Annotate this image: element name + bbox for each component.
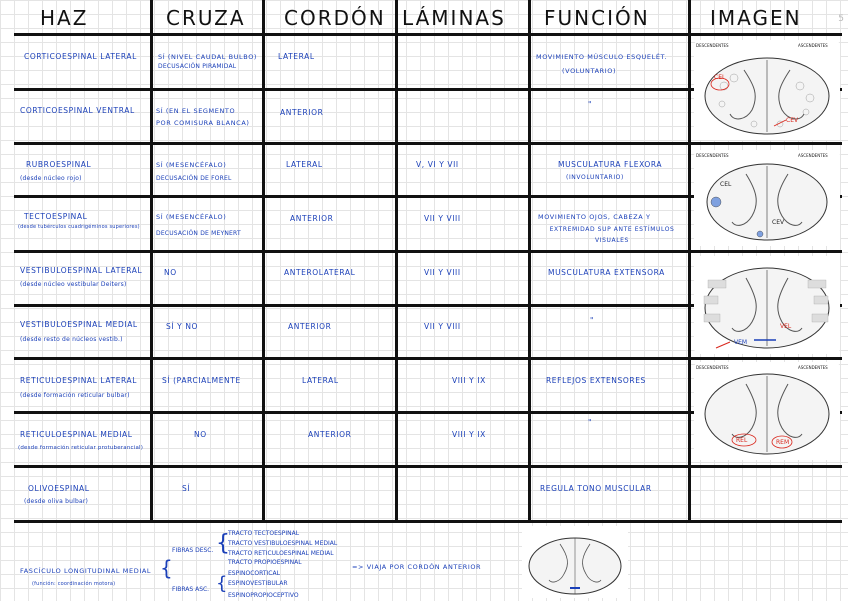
flm-desc-brace: { — [216, 531, 230, 556]
cordon-cell: ANTERIOR — [288, 322, 332, 331]
header-haz: HAZ — [40, 6, 89, 30]
cruza-sub: DECUSACIÓN DE MEYNERT — [156, 230, 241, 237]
haz-cell: VESTIBULOESPINAL MEDIAL — [20, 320, 138, 329]
haz-sub: (desde resto de núcleos vestib.) — [20, 336, 123, 343]
laminas-cell: VII Y VIII — [424, 322, 461, 331]
flm-desc-label: FIBRAS DESC. — [172, 547, 214, 554]
row-divider — [14, 142, 842, 145]
cruza-sub: DECUSACIÓN PIRAMIDAL — [158, 63, 237, 70]
laminas-cell: VIII Y IX — [452, 376, 486, 385]
funcion-sub: (INVOLUNTARIO) — [566, 174, 624, 181]
figure-label: CEV — [772, 219, 785, 226]
cruza-sub: POR COMISURA BLANCA) — [156, 119, 250, 127]
column-divider — [262, 0, 265, 522]
header-imagen: IMAGEN — [710, 6, 802, 30]
funcion-cell: REFLEJOS EXTENSORES — [546, 376, 646, 385]
haz-sub: (desde formación reticular protuberancial) — [18, 445, 144, 451]
cordon-cell: ANTERIOR — [280, 108, 324, 117]
cruza-cell: SÍ (EN EL SEGMENTO — [156, 107, 236, 115]
flm-desc-item: TRACTO TECTOESPINAL — [228, 530, 300, 537]
haz-sub: (desde tubérculos cuadrigéminos superiores) — [18, 224, 140, 230]
row-divider — [14, 520, 842, 523]
spinal-cord-figure-flm — [522, 526, 628, 598]
column-divider — [688, 0, 691, 522]
haz-cell: RETICULOESPINAL MEDIAL — [20, 430, 133, 439]
haz-cell: RUBROESPINAL — [26, 160, 92, 169]
page-number: 5 — [838, 14, 844, 24]
row-divider — [14, 250, 842, 253]
flm-desc-item: TRACTO VESTIBULOESPINAL MEDIAL — [228, 540, 338, 547]
funcion-cell: MUSCULATURA EXTENSORA — [548, 268, 665, 277]
ascending-label: ASCENDENTES — [798, 365, 828, 370]
ascending-label: ASCENDENTES — [798, 153, 828, 158]
spinal-cord-figure-rubro-tecto — [694, 150, 840, 246]
spinal-cord-figure-vestibulospinal — [694, 256, 840, 354]
flm-asc-item: ESPINOVESTIBULAR — [228, 580, 288, 587]
column-divider — [150, 0, 153, 522]
header-cruza: CRUZA — [166, 6, 246, 30]
haz-cell: RETICULOESPINAL LATERAL — [20, 376, 138, 385]
figure-label: REL — [736, 437, 748, 444]
flm-desc-item: TRACTO RETICULOESPINAL MEDIAL — [228, 550, 334, 557]
cordon-cell: LATERAL — [302, 376, 339, 385]
flm-note: => VIAJA POR CORDÓN ANTERIOR — [352, 563, 482, 571]
descending-label: DESCENDENTES — [696, 365, 729, 370]
spinal-cord-figure-reticulospinal — [694, 362, 840, 460]
header-funcion: FUNCIÓN — [544, 6, 650, 30]
flm-sub: (función: coordinación motora) — [32, 581, 116, 587]
funcion-sub: (VOLUNTARIO) — [562, 67, 617, 75]
figure-label: CEL — [720, 181, 732, 188]
haz-sub: (desde núcleo vestibular Deiters) — [20, 281, 127, 288]
haz-sub: (desde oliva bulbar) — [24, 498, 89, 505]
flm-asc-item: ESPINOCORTICAL — [228, 570, 280, 577]
cruza-sub: DECUSACIÓN DE FOREL — [156, 175, 232, 182]
funcion-sub: EXTREMIDAD SUP ANTE ESTÍMULOS VISUALES — [549, 226, 675, 244]
haz-cell: TECTOESPINAL — [24, 212, 88, 221]
funcion-cell: REGULA TONO MUSCULAR — [540, 484, 652, 493]
haz-cell: OLIVOESPINAL — [28, 484, 90, 493]
flm-brace: { — [160, 556, 173, 580]
figure-label: CEL — [714, 74, 726, 81]
ascending-label: ASCENDENTES — [798, 43, 828, 48]
haz-cell: CORTICOESPINAL VENTRAL — [20, 106, 135, 115]
cruza-cell: SÍ — [182, 484, 191, 493]
cruza-cell: SÍ (MESENCÉFALO) — [156, 161, 227, 169]
descending-label: DESCENDENTES — [696, 153, 729, 158]
flm-asc-item: ESPINOPROPIOCEPTIVO — [228, 592, 299, 599]
cruza-cell: NO — [194, 430, 207, 439]
cordon-cell: LATERAL — [278, 52, 315, 61]
funcion-cell: " — [588, 100, 593, 109]
cruza-cell: NO — [164, 268, 177, 277]
header-cordon: CORDÓN — [284, 6, 386, 30]
column-divider — [395, 0, 398, 522]
funcion-cell: MOVIMIENTO OJOS, CABEZA Y — [538, 213, 651, 221]
funcion-cell: MUSCULATURA FLEXORA — [558, 160, 663, 169]
descending-label: DESCENDENTES — [696, 43, 729, 48]
funcion-cell: MOVIMIENTO MÚSCULO ESQUELÉT. — [536, 53, 667, 61]
figure-label: VEM — [734, 339, 748, 346]
cordon-cell: ANTERIOR — [308, 430, 352, 439]
figure-label: VEL — [780, 323, 792, 330]
cruza-cell: SÍ (PARCIALMENTE — [162, 376, 241, 385]
row-divider — [14, 465, 842, 468]
haz-cell: CORTICOESPINAL LATERAL — [24, 52, 137, 61]
flm-asc-label: FIBRAS ASC. — [172, 586, 210, 593]
funcion-cell: " — [588, 418, 593, 427]
cruza-cell: SÍ (MESENCÉFALO) — [156, 213, 227, 221]
cruza-cell: SÍ (NIVEL CAUDAL BULBO) — [158, 53, 258, 61]
cruza-cell: SÍ Y NO — [166, 322, 199, 331]
cordon-cell: LATERAL — [286, 160, 323, 169]
row-divider — [14, 33, 842, 36]
laminas-cell: VIII Y IX — [452, 430, 486, 439]
laminas-cell: VII Y VIII — [424, 268, 461, 277]
header-laminas: LÁMINAS — [402, 6, 506, 30]
haz-sub: (desde núcleo rojo) — [20, 175, 82, 182]
flm-desc-item: TRACTO PROPIOESPINAL — [228, 559, 302, 566]
flm-asc-brace: { — [216, 573, 228, 594]
spinal-cord-figure-corticospinal — [694, 40, 840, 140]
laminas-cell: VII Y VIII — [424, 214, 461, 223]
column-divider — [528, 0, 531, 522]
laminas-cell: V, VI Y VII — [416, 160, 459, 169]
cordon-cell: ANTEROLATERAL — [284, 268, 356, 277]
haz-sub: (desde formación reticular bulbar) — [20, 392, 130, 399]
flm-title: FASCÍCULO LONGITUDINAL MEDIAL — [20, 567, 152, 575]
figure-label: REM — [776, 439, 790, 446]
funcion-cell: " — [590, 316, 595, 325]
row-divider — [14, 357, 842, 360]
figure-label: CEV — [786, 117, 799, 124]
haz-cell: VESTIBULOESPINAL LATERAL — [20, 266, 143, 275]
cordon-cell: ANTERIOR — [290, 214, 334, 223]
